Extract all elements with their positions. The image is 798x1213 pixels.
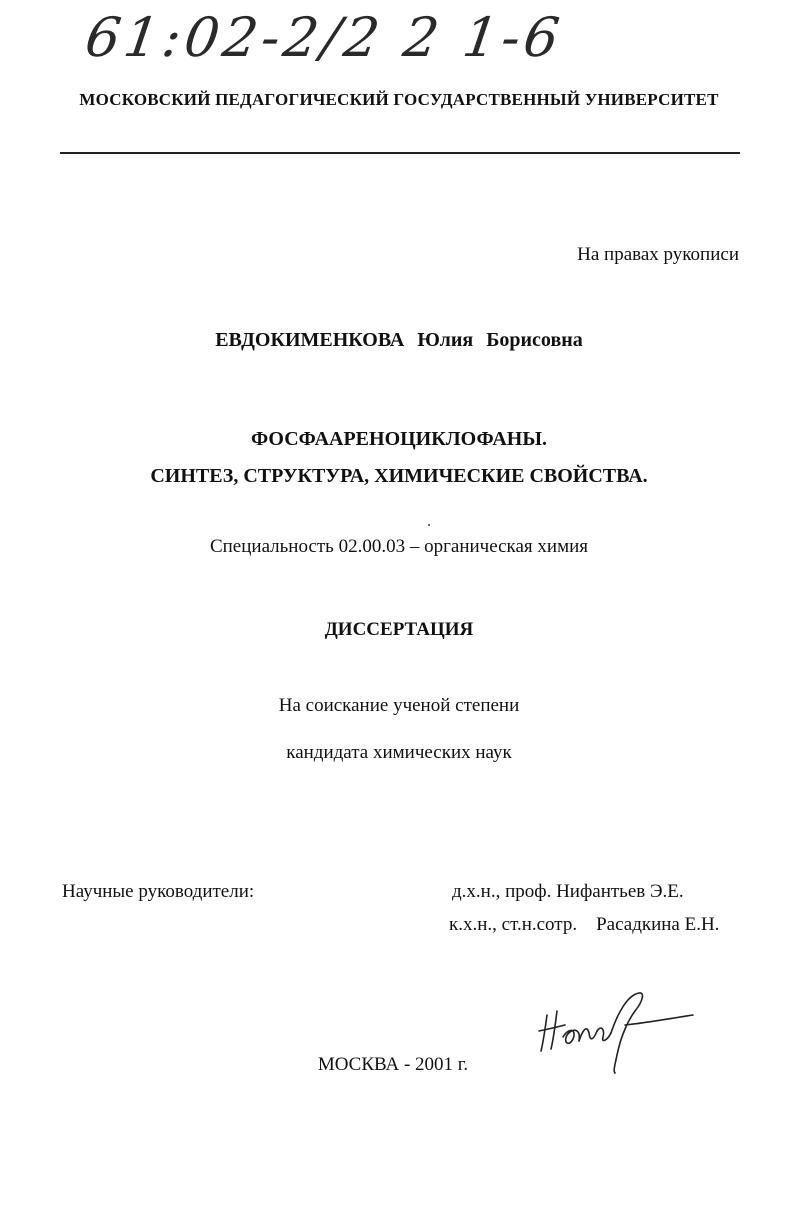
university-name: МОСКОВСКИЙ ПЕДАГОГИЧЕСКИЙ ГОСУДАРСТВЕННЫЙ УНИВЕРСИТЕТ bbox=[79, 90, 719, 109]
degree-line-2: кандидата химических наук bbox=[286, 742, 512, 763]
degree-line-1: На соискание ученой степени bbox=[278, 695, 520, 716]
supervisor-1: д.х.н., проф. Нифантьев Э.Е. bbox=[452, 881, 684, 902]
specialty-line: Специальность 02.00.03 – органическая химия bbox=[209, 536, 589, 557]
supervisor-2: к.х.н., ст.н.сотр. Расадкина Е.Н. bbox=[449, 914, 720, 935]
thesis-title-line-1: ФОСФААРЕНОЦИКЛОФАНЫ. bbox=[250, 428, 547, 450]
author-name: ЕВДОКИМЕНКОВА Юлия Борисовна bbox=[215, 329, 583, 351]
document-type: ДИССЕРТАЦИЯ bbox=[324, 619, 474, 640]
archive-number-handwritten: 61:02-2/2 2 1-6 bbox=[81, 6, 567, 69]
city-year: МОСКВА - 2001 г. bbox=[317, 1054, 469, 1075]
stray-mark bbox=[428, 524, 430, 526]
supervisors-label: Научные руководители: bbox=[62, 881, 255, 902]
thesis-title-line-2: СИНТЕЗ, СТРУКТУРА, ХИМИЧЕСКИЕ СВОЙСТВА. bbox=[150, 465, 648, 487]
manuscript-rights-note: На правах рукописи bbox=[577, 244, 739, 265]
header-divider bbox=[60, 152, 740, 154]
